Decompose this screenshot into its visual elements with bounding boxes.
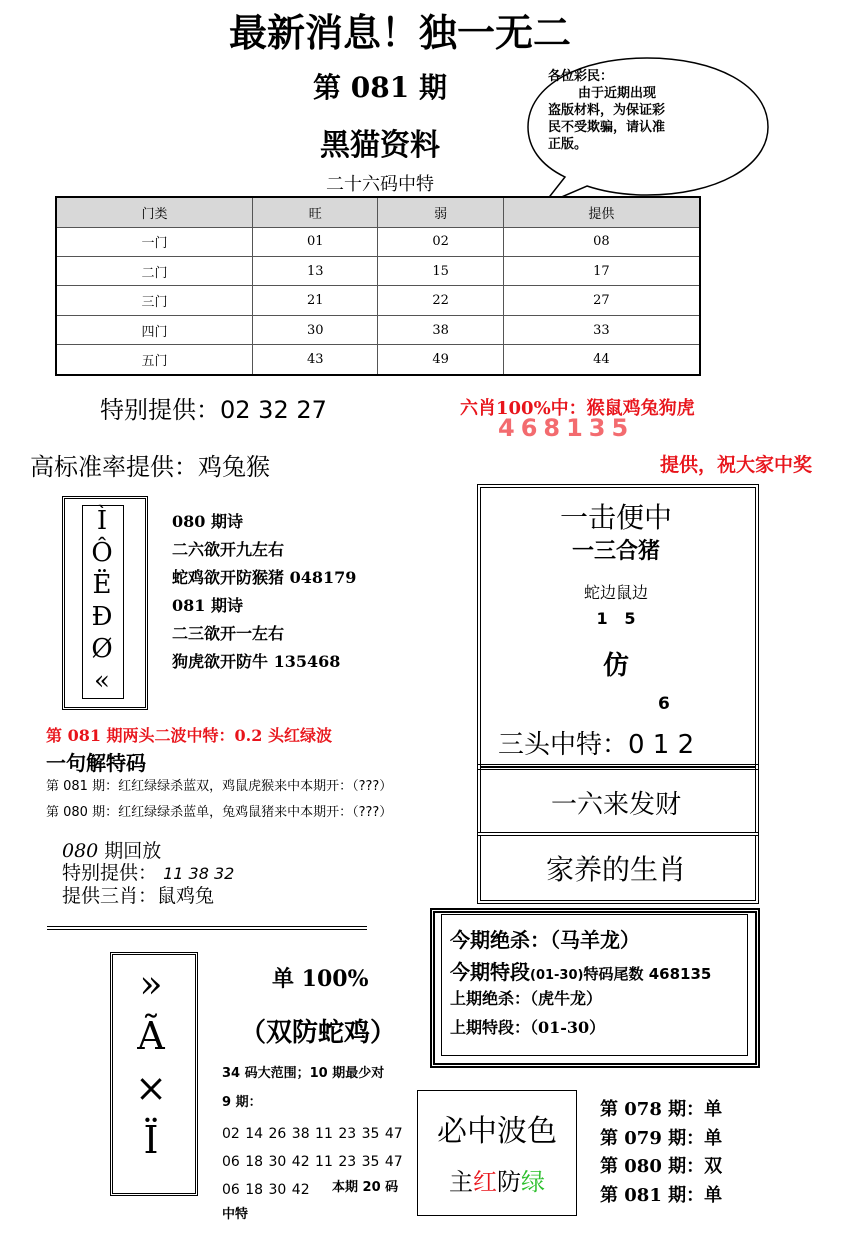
glyph: Ë [92, 570, 112, 600]
poem-line: 狗虎欲开防牛 135468 [172, 652, 341, 671]
wave-title: 必中波色 [437, 1114, 557, 1149]
history-item: 第 080 期：双 [600, 1156, 723, 1177]
dan-title: 单 100% [272, 966, 369, 992]
kill-line1: 今期绝杀：（马羊龙） [450, 928, 640, 952]
history-item: 第 079 期：单 [600, 1127, 723, 1149]
table-cell: 22 [378, 286, 503, 315]
subtitle: 黑猫资料 [320, 128, 440, 163]
six-xiao-digits: 468135 [498, 414, 635, 442]
kill-line4: 上期特段：（01-30） [450, 1018, 606, 1037]
yiju-title: 一句解特码 [46, 751, 146, 775]
glyph-column-bottom [116, 958, 186, 1166]
glyph: » [139, 962, 163, 1006]
table-row [56, 315, 700, 344]
replay-special: 特别提供： 11 38 32 [62, 862, 235, 884]
table-row [56, 256, 700, 285]
wave-main: 主红防绿 [449, 1168, 545, 1196]
lucky-text: 一六来发财 [550, 790, 681, 820]
table-row [56, 345, 700, 375]
table-cell: 13 [253, 256, 378, 285]
hit-side: 蛇边鼠边 [583, 583, 648, 602]
poem-line: 080 期诗 [172, 512, 243, 531]
table-cell: 五门 [56, 345, 253, 375]
hit-nums: 1 5 [596, 609, 636, 628]
kill-line3: 上期绝杀：（虎牛龙） [450, 989, 603, 1008]
table-row [56, 227, 700, 256]
issue-number: 第 081 期 [313, 71, 447, 104]
table-cell: 43 [253, 345, 378, 375]
table-cell: 01 [253, 227, 378, 256]
history-item: 第 081 期：单 [600, 1184, 723, 1206]
zone-table [55, 196, 701, 376]
table-header-cell: 弱 [378, 197, 503, 227]
glyph: Ô [91, 538, 113, 568]
dan-row: 06 18 30 42 11 23 35 47 [222, 1154, 403, 1170]
table-cell: 四门 [56, 315, 253, 344]
table-header-cell: 门类 [56, 197, 253, 227]
gaobiao-text: 高标准率提供：鸡兔猴 [30, 453, 270, 481]
glyph: Ø [91, 634, 113, 664]
glyph: × [135, 1066, 167, 1110]
table-row [56, 286, 700, 315]
table-cell: 一门 [56, 227, 253, 256]
table-cell: 27 [503, 286, 700, 315]
table-cell: 三门 [56, 286, 253, 315]
table-cell: 21 [253, 286, 378, 315]
history-item: 第 078 期：单 [600, 1099, 723, 1120]
notice-text: 各位彩民： 由于近期出现 盗版材料，为保证彩 民不受欺骗，请认准 正版。 [548, 69, 666, 152]
glyph: Ã [137, 1014, 165, 1058]
table-cell: 30 [253, 315, 378, 344]
three-head: 三头中特：0 1 2 [498, 730, 695, 760]
table-cell: 17 [503, 256, 700, 285]
history-list [600, 1096, 722, 1210]
page-title: 最新消息！独一无二 [228, 10, 571, 55]
special-provision [100, 390, 327, 425]
hit-fang: 仿 [602, 651, 629, 681]
hit-title: 一击便中 [559, 501, 672, 534]
replay-block [62, 840, 234, 907]
glyph-column [82, 505, 122, 697]
wish-text: 提供，祝大家中奖 [660, 454, 813, 476]
special-label: 特别提供： [100, 396, 220, 424]
table-cell: 38 [378, 315, 503, 344]
dan-row: 02 14 26 38 11 23 35 47 [222, 1126, 403, 1142]
table-cell: 15 [378, 256, 503, 285]
glyph: « [94, 666, 110, 696]
six-xiao-text: 六肖100%中：猴鼠鸡兔狗虎 [460, 398, 695, 419]
table-cell: 44 [503, 345, 700, 375]
table-cell: 33 [503, 315, 700, 344]
dan-note2: 中特 [222, 1207, 249, 1222]
dan-range: 34 码大范围；10 期最少对 [222, 1066, 385, 1081]
table-header-cell: 提供 [503, 197, 700, 227]
table-cell: 49 [378, 345, 503, 375]
two-head-text: 第 081 期两头二波中特：0.2 头红绿波 [46, 726, 332, 745]
poem-line: 蛇鸡欲开防猴猪 048179 [172, 568, 357, 587]
replay-title: 080 期回放 [62, 840, 162, 862]
dan-sub: （双防蛇鸡） [240, 1018, 397, 1048]
poem-lines [172, 508, 356, 676]
dan-range2: 9 期： [222, 1095, 262, 1110]
divider [47, 926, 367, 930]
table-header-row [56, 197, 700, 227]
kill-line2: 今期特段(01-30)特码尾数 468135 [450, 960, 712, 984]
jiayang-text: 家养的生肖 [545, 853, 686, 886]
dan-row: 06 18 30 42 [222, 1182, 310, 1198]
hit-six: 6 [658, 694, 670, 714]
replay-three: 提供三肖：鼠鸡兔 [62, 885, 215, 907]
glyph: Đ [91, 602, 113, 632]
dan-note: 本期 20 码 [332, 1180, 399, 1195]
table-cell: 02 [378, 227, 503, 256]
yiju-lines [46, 774, 392, 826]
poem-line: 二六欲开九左右 [172, 540, 285, 559]
table-header-cell: 旺 [253, 197, 378, 227]
table-caption: 二十六码中特 [326, 174, 434, 195]
glyph: Ì [96, 506, 108, 536]
poem-line: 081 期诗 [172, 596, 243, 615]
table-cell: 二门 [56, 256, 253, 285]
table-cell: 08 [503, 227, 700, 256]
yiju-line: 第 081 期：红红绿绿杀蓝双，鸡鼠虎猴来中本期开：（???） [46, 779, 393, 794]
yiju-line: 第 080 期：红红绿绿杀蓝单，兔鸡鼠猪来中本期开：（???） [46, 805, 393, 820]
glyph: Ï [143, 1118, 159, 1162]
special-value: 02 32 27 [220, 396, 327, 424]
poem-line: 二三欲开一左右 [172, 624, 285, 643]
hit-subtitle: 一三合猪 [571, 538, 660, 564]
